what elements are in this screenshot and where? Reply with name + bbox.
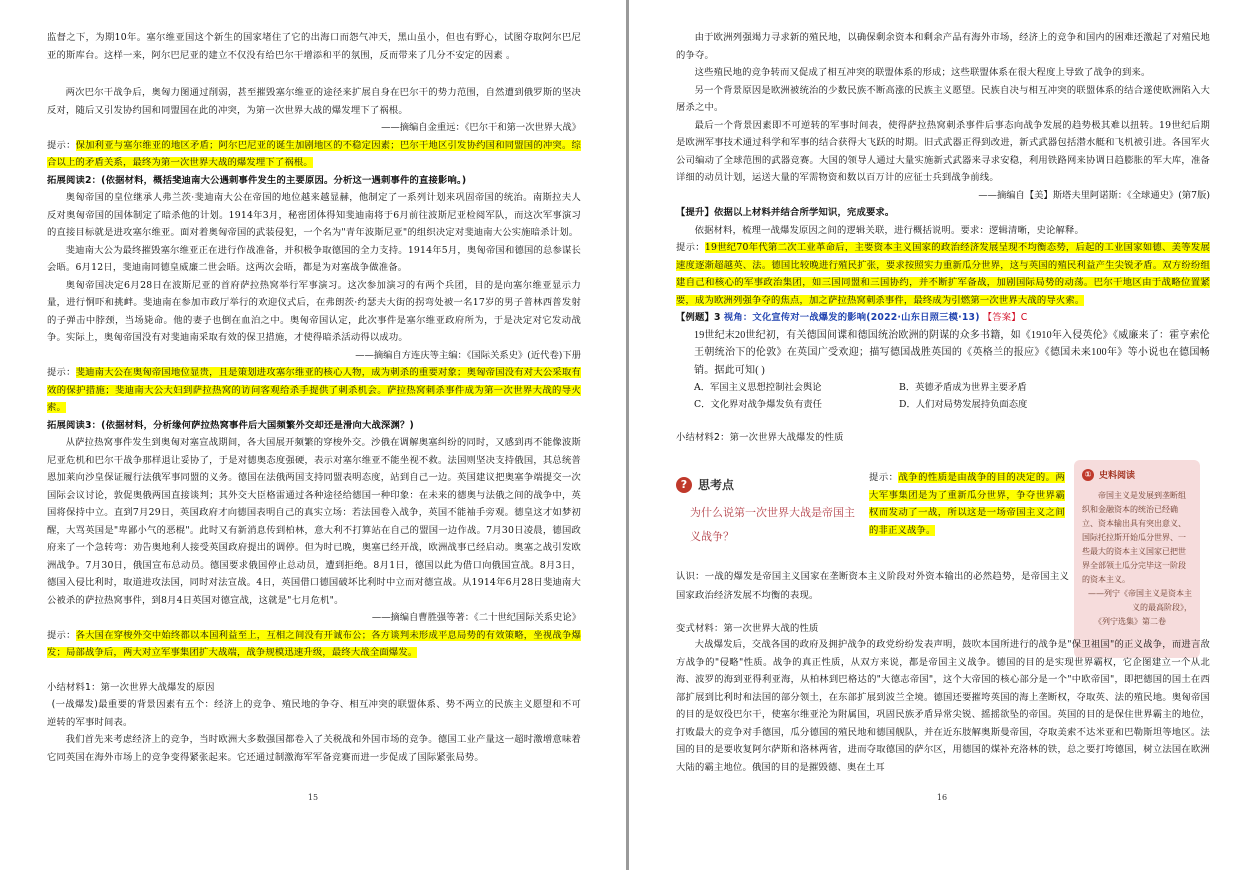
example-heading — [676, 309, 1210, 327]
variant-content — [676, 636, 1210, 776]
paragraph: 由于欧洲列强竭力寻求新的殖民地，以确保剩余资本和剩余产品有海外市场，经济上的竞争和国内的困难还激起了对殖民地的争夺。 — [676, 32, 1210, 61]
requirement-text: 依据材料，梳理一战爆发原因之间的逻辑关联，进行概括说明。要求：逻辑清晰，史论解释。 — [694, 224, 1084, 236]
think-point-box — [676, 476, 861, 576]
paragraph: 最后一个背景因素即不可逆转的军事时间表，使得萨拉热窝刺杀事件后事态向战争发展的趋势极其难以扭转。19世纪后期是欧洲军事技术通过科学和军事的结合获得大飞跃的时期。旧式武器正得到改进，新式武器包括潜水艇和飞机被引进。各国军火公司编动了全球范围的武器竞赛。大国的领导人通过大量实施新式武器来寻求安稳，利用铁路网来协调日趋膨胀的军大库，准备详细的动员计划，运送大量的军需物资和数以百万计的应征士兵到战争前线。 — [676, 119, 1210, 183]
paragraph: 这些殖民地的竞争转而又促成了相互冲突的联盟体系的形成；这些联盟体系在很大程度上导致了战争的到来。 — [694, 67, 1151, 78]
extended-reading-heading: 拓展阅读3：(依据材料，分析缘何萨拉热窝事件后大国频繁外交却还是滑向大战深渊？) — [47, 419, 414, 431]
hint-text: 战争的性质是由战争的目的决定的。两大军事集团是为了重新瓜分世界，争夺世界霸权而发动了一战，所以这是一场帝国主义之间的非正义战争。 — [869, 472, 1065, 536]
hint-label: 提示： — [676, 242, 705, 253]
think-point-title: 思考点 — [698, 478, 735, 492]
historical-material-sidebar — [1074, 460, 1200, 658]
hint-text: 各大国在穿梭外交中始终都以本国利益至上，互相之间没有开诚布公；各方谈判未形成平息局势的有效策略，坐视战争爆发；局部战争后，两大对立军事集团扩大战端，战争规模迅速升级，最终大战全面爆发。 — [47, 629, 581, 658]
hint-label: 提示： — [869, 472, 899, 483]
hint-block — [47, 627, 581, 662]
paragraph: 大战爆发后，交战各国的政府及拥护战争的政党纷纷发表声明，鼓吹本国所进行的战争是"保卫祖国"的正义战争，而进言敌方战争的"侵略"性质。战争的真正性质，从双方来说，都是帝国主义战争。德国的目的是实现世界霸权，它企图建立一个从北海、波罗的海到亚得利亚海，从柏林到巴格达的"大德志帝国"，这个大帝国的核心部分是一个"中欧帝国"，即把德国的国土在西部扩展到比利时和法国的部分领土，在东部扩展到波兰全境。德国还要摧垮英国的海上垄断权，夺取英、法的殖民地。奥匈帝国的目的是奴役巴尔干，使塞尔维亚沦为附属国，巩固民族矛盾异常尖锐、摇摇欲坠的帝国。英国的目的是保住世界霸主的地位，打败最大的竞争对手德国，瓜分德国的殖民地和德国舰队，并在近东肢解奥斯曼帝国，夺取美索不达米亚和巴勒斯坦等地区。法国的目的是要收复阿尔萨斯和洛林两省，进而夺取德国的萨尔区，用德国的煤补充洛林的铁，总之要打垮德国，树立法国在欧洲大陆的霸主地位。俄国的目的是摧毁德、奥在土耳 — [676, 639, 1210, 773]
paragraph: 奥匈帝国的皇位继承人弗兰茨·斐迪南大公在帝国的地位越来越显赫，他制定了一系列计划来巩固帝国的统治。南斯拉夫人反对奥匈帝国的国体制定了暗杀他的计划。1914年3月，秘密团体得知斐迪南将于6月前往波斯尼亚检阅军队，而这次军事演习的直接目标就是进攻塞尔维亚。面对着奥匈帝国的武装侵犯，一个名为"青年波斯尼亚"的组织决定对斐迪南大公实施暗杀计划。 — [47, 192, 581, 238]
sidebar-body: 帝国主义是发展到垄断组织和金融资本的统治已经确立、资本输出具有突出意义、国际托拉斯开始瓜分世界、一些最大的资本主义国家已把世界全部领土瓜分完毕这一阶段的资本主义。 — [1082, 491, 1186, 584]
sidebar-header — [1082, 468, 1192, 481]
page-left — [0, 0, 626, 870]
example-answer-label: 【答案】 — [982, 312, 1021, 323]
page-number: 15 — [307, 793, 319, 802]
source-citation: ——摘编自金重远：《巴尔干和第一次世界大战》 — [381, 122, 581, 133]
paragraph: 我们首先来考虑经济上的竞争，当时欧洲大多数强国都卷入了关税战和外国市场的竞争。德国工业产量这一超时激增意味着它同英国在海外市场上的竞争变得紧张起来。它还通过制激海军军备竞赛而进一步促成了国际紧张局势。 — [47, 734, 581, 763]
example-stem: 19世纪末20世纪初，有关德国间谍和德国统治欧洲的阴谋的众多书籍，如《1910年入侵英伦》《威廉来了：霍亨索伦王朝统治下的伦敦》在英国广受欢迎；描写德国战胜英国的《英格兰的报应》《德国未来100年》等小说也在德国畅销。据此可知( ) — [694, 329, 1210, 376]
example-view: 视角：文化宣传对一战爆发的影响(2022·山东日照三模·13) — [723, 312, 980, 323]
summary-title: 小结材料2：第一次世界大战爆发的性质 — [676, 432, 844, 443]
question-icon: ? — [676, 477, 692, 493]
paragraph: 另一个背景原因是欧洲被统治的少数民族不断高涨的民族主义愿望。民族自决与相互冲突的联盟体系的结合遂使欧洲陷入大屠杀之中。 — [676, 84, 1210, 113]
paragraph: 从萨拉热窝事件发生到奥匈对塞宣战期间，各大国展开频繁的穿梭外交。沙俄在调解奥塞纠纷的同时，又感到再不能像波斯尼亚危机和巴尔干战争那样退让妥协了，于是对德奥态度强硬，表示对塞尔维亚不能坐视不救。法国则坚决支持俄国，其总统普恩加莱向沙皇保证履行法俄军事同盟的义务。德国在法俄两国支持同盟表明态度，站到自己一边。英国建议把奥塞争端提交一次国际会议讨论，敦促奥俄两国直接谈判；其外交大臣格雷通过各种途径给德国一种印象：在未来的德奥与法俄之间的战争中，英国将保持中立。直到7月29日，英国政府才向德国表明自己的真实立场：若法国卷入战争，英国不能袖手旁观。德皇这才如梦初醒，大骂英国是"卑鄙小气的恶棍"。此时又有新消息传到柏林，意大利不打算站在自己的盟国一边作战。7月30日凌晨，德国政府来了一个急转弯：劝告奥地利人接受英国政府提出的调停。但为时已晚，奥塞已经开战，欧洲战事已经启动。奥塞之战引发欧洲战争。7月30日，俄国宣布总动员。德国要求俄国停止总动员，遭到拒绝。8月1日，德国以此为借口向俄国宣战。8月3日，德国入侵比利时，取道进攻法国，同时对法宣战。4日，英国借口德国破坏比利时中立而对德宣战。从1914年6月28日斐迪南大公被杀的萨拉热窝事件，到8月4日英国对德宣战，这就是"七月危机"。 — [47, 437, 581, 606]
sidebar-source-2: 《列宁选集》第二卷 — [1094, 617, 1166, 626]
page-left-content — [47, 29, 581, 766]
hint-block — [47, 137, 581, 172]
summary-body: (一战爆发)最重要的背景因素有五个：经济上的竞争、殖民地的争夺、相互冲突的联盟体系、势不两立的民族主义愿望和不可逆转的军事时间表。 — [47, 699, 581, 728]
paragraph: 监督之下，为期10年。塞尔维亚国这个新生的国家堵住了它的出海口而怨气冲天，黑山虽小，但也有野心，试图夺取阿尔巴尼亚的斯库台。这样一来，阿尔巴尼亚的建立不仅没有给巴尔干增添和平的氛围，反而带来了几分不安定的因素 。 — [47, 32, 581, 61]
page-number: 16 — [936, 793, 948, 802]
option-d[interactable]: D．人们对局势发展持负面态度 — [899, 399, 1028, 410]
paragraph: 奥匈帝国决定6月28日在波斯尼亚的首府萨拉热窝举行军事演习。这次参加演习的有两个兵团，目的是向塞尔维亚显示力量，进行恫吓和挑衅。斐迪南在参加市政厅举行的欢迎仪式后，在弗朗茨·约瑟夫大街的拐弯处被一名17岁的男子普林西普发射的子弹击中脖颈，当场毙命。他的妻子也倒在血泊之中。奥匈帝国认定，此次事件是塞尔维亚政府所为，于是决定对它发动战争。实际上，奥匈帝国没有对斐迪南采取有效的保卫措施，才使得暗杀活动得以成功。 — [47, 279, 581, 343]
sidebar-title: 史料阅读 — [1099, 471, 1136, 481]
nature-hint — [869, 469, 1065, 539]
variant-title: 变式材料：第一次世界大战的性质 — [676, 623, 819, 634]
option-b[interactable]: B．英德矛盾成为世界主要矛盾 — [899, 382, 1027, 393]
hint-label: 提示： — [47, 629, 76, 641]
source-citation: ——摘编自曹胜强等著：《二十世纪国际关系史论》 — [371, 612, 581, 623]
extended-reading-heading: 拓展阅读2：(依据材料，概括斐迪南大公遇刺事件发生的主要原因。分析这一遇刺事件的直接影响。) — [47, 174, 467, 186]
option-a[interactable]: A．军国主义思想控制社会舆论 — [694, 382, 822, 393]
hint-label: 提示： — [47, 367, 76, 378]
page-right-content — [676, 29, 1210, 447]
hint-text: 19世纪70年代第二次工业革命后，主要资本主义国家的政治经济发展呈现不均衡态势，后起的工业国家如德、美等发展速度逐渐超越英、法。德国比较晚进行殖民扩张，要求按照实力重新瓜分世界，这与英国的殖民利益产生尖锐矛盾。双方纷纷组建自己和核心的军事政治集团，如三国同盟和三国协约，并不断扩军备战，加剧国际局势的动荡。巴尔干地区由于战略位置紧要，成为欧洲列强争夺的焦点，加之萨拉热窝刺杀事件，最终成为引燃第一次世界大战的导火索。 — [676, 242, 1210, 306]
example-options — [676, 379, 1210, 413]
summary-title: 小结材料1：第一次世界大战爆发的原因 — [47, 681, 215, 693]
hint-text: 斐迪南大公在奥匈帝国地位显贵，且是策划进攻塞尔维亚的核心人物，成为刺杀的重要对象；奥匈帝国没有对大公采取有效的保护措施；斐迪南大公大妇到萨拉热窝的访问客观给杀手提供了刺杀机会。萨拉热窝刺杀事件成为第一次世界大战的导火索。 — [47, 367, 581, 413]
hint-label: 提示： — [47, 139, 76, 151]
source-citation: ——摘编自方连庆等主编：《国际关系史》(近代卷)下册 — [355, 349, 581, 361]
paragraph: 斐迪南大公为最终摧毁塞尔维亚正在进行作战准备，并积极争取德国的全力支持。1914年5月，奥匈帝国和德国的总参谋长会晤。6月12日，斐迪南同德皇威廉二世会晤。这两次会晤，都是为对塞战争做准备。 — [47, 244, 581, 273]
think-point-question: 为什么说第一次世界大战是帝国主义战争？ — [690, 506, 855, 543]
paragraph: 两次巴尔干战争后，奥匈力图通过削弱，甚至摧毁塞尔维亚的途径来扩展自身在巴尔干的势力范围，自然遭到俄罗斯的坚决反对，随后又引发协约国和同盟国在此的冲突，为第一次世界大战的爆发埋下了祸根。 — [47, 87, 581, 116]
hint-block — [47, 364, 581, 417]
option-c[interactable]: C．文化界对战争爆发负有责任 — [694, 399, 822, 410]
hint-text: 保加利亚与塞尔维亚的地区矛盾；阿尔巴尼亚的诞生加剧地区的不稳定因素；巴尔干地区引发协约国和同盟国的冲突。综合以上的矛盾关系，最终为第一次世界大战的爆发埋下了祸根。 — [47, 139, 581, 168]
example-answer: C — [1020, 312, 1028, 323]
example-tag: 【例题】3 — [676, 312, 721, 323]
insight-text: 认识：一战的爆发是帝国主义国家在垄断资本主义阶段对外资本输出的必然趋势，是帝国主义国家政治经济发展不均衡的表现。 — [676, 571, 1069, 601]
insight-block — [676, 567, 1069, 638]
page-right — [629, 0, 1255, 870]
hint-block — [869, 469, 1065, 539]
source-citation: ——摘编自【美】斯塔夫里阿诺斯：《全球通史》(第7版) — [978, 189, 1210, 201]
improve-heading: 【提升】依据以上材料并结合所学知识，完成要求。 — [676, 207, 895, 218]
think-point-header — [676, 476, 861, 493]
hint-block — [676, 239, 1210, 309]
sidebar-source: ——列宁《帝国主义是资本主义的最高阶段》， — [1088, 589, 1192, 612]
sidebar-number: ① — [1082, 469, 1094, 481]
